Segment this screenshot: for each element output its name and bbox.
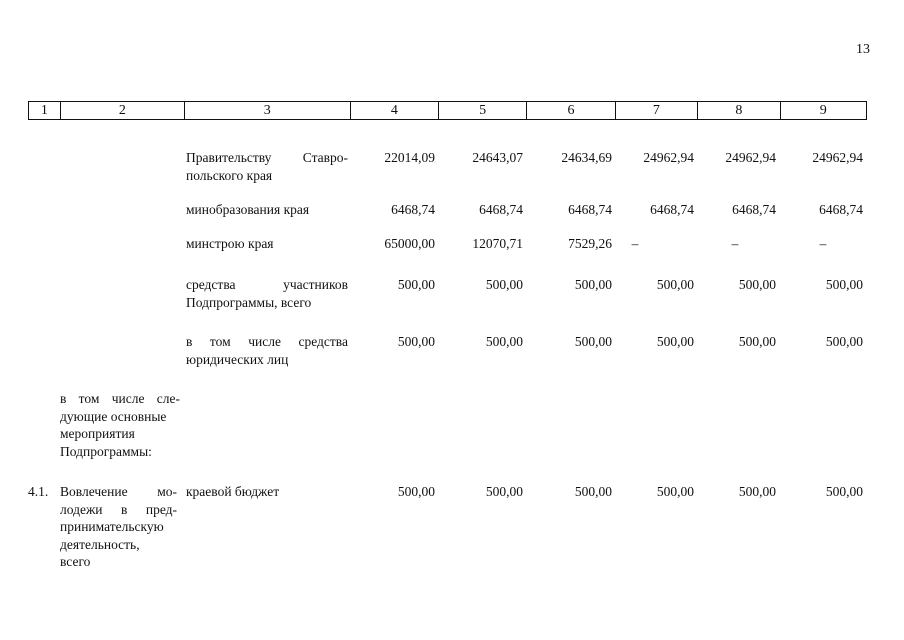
- cell-value: 24962,94: [725, 150, 776, 165]
- header-col-2: 2: [60, 102, 184, 120]
- cell-value: 500,00: [738, 334, 776, 349]
- cell-value: 6468,74: [650, 202, 694, 217]
- cell-value: 24643,07: [472, 150, 523, 165]
- cell-value: 500,00: [825, 334, 863, 349]
- cell-value: 500,00: [574, 334, 612, 349]
- cell-value: 500,00: [397, 484, 435, 499]
- cell-value: 6468,74: [391, 202, 435, 217]
- cell-value: –: [731, 236, 739, 251]
- cell-value: 500,00: [397, 334, 435, 349]
- table-row-label: в том числе средства юридических лиц: [186, 334, 348, 367]
- cell-value: 500,00: [738, 484, 776, 499]
- cell-value: 500,00: [825, 484, 863, 499]
- header-col-6: 6: [527, 102, 615, 120]
- header-col-1: 1: [29, 102, 61, 120]
- header-col-3: 3: [184, 102, 350, 120]
- item-number: 4.1.: [28, 484, 49, 499]
- item-name: Вовлечение мо- лодежи в пред- принимательскую деятельность, всего: [60, 484, 177, 569]
- cell-value: 500,00: [656, 484, 694, 499]
- header-col-7: 7: [615, 102, 697, 120]
- cell-value: 22014,09: [384, 150, 435, 165]
- cell-value: 12070,71: [472, 236, 523, 251]
- cell-value: 65000,00: [384, 236, 435, 251]
- cell-value: 6468,74: [732, 202, 776, 217]
- cell-value: 500,00: [738, 277, 776, 292]
- table-row-label: минобразования края: [186, 202, 310, 217]
- header-col-4: 4: [350, 102, 438, 120]
- cell-value: 500,00: [574, 484, 612, 499]
- cell-value: 500,00: [574, 277, 612, 292]
- cell-value: 500,00: [485, 484, 523, 499]
- header-col-8: 8: [698, 102, 780, 120]
- cell-value: 6468,74: [568, 202, 612, 217]
- cell-value: –: [819, 236, 827, 251]
- cell-value: 7529,26: [568, 236, 612, 251]
- table-row-label: средства участников Подпрограммы, всего: [186, 277, 348, 310]
- section-note: в том числе сле- дующие основные мероприятия Подпрограммы:: [60, 391, 180, 459]
- table-row-label: Правительству Ставро- польского края: [186, 150, 348, 183]
- cell-value: 6468,74: [819, 202, 863, 217]
- page-number: 13: [856, 42, 870, 57]
- cell-value: 24962,94: [812, 150, 863, 165]
- cell-value: 24962,94: [643, 150, 694, 165]
- cell-value: 500,00: [656, 277, 694, 292]
- header-col-9: 9: [780, 102, 866, 120]
- item-funding-source: краевой бюджет: [186, 484, 280, 499]
- header-col-5: 5: [439, 102, 527, 120]
- cell-value: 500,00: [825, 277, 863, 292]
- cell-value: 500,00: [485, 334, 523, 349]
- cell-value: –: [631, 236, 639, 251]
- cell-value: 500,00: [656, 334, 694, 349]
- column-header-row: [28, 101, 867, 120]
- cell-value: 500,00: [485, 277, 523, 292]
- cell-value: 24634,69: [561, 150, 612, 165]
- cell-value: 500,00: [397, 277, 435, 292]
- table-row-label: минстрою края: [186, 236, 274, 251]
- cell-value: 6468,74: [479, 202, 523, 217]
